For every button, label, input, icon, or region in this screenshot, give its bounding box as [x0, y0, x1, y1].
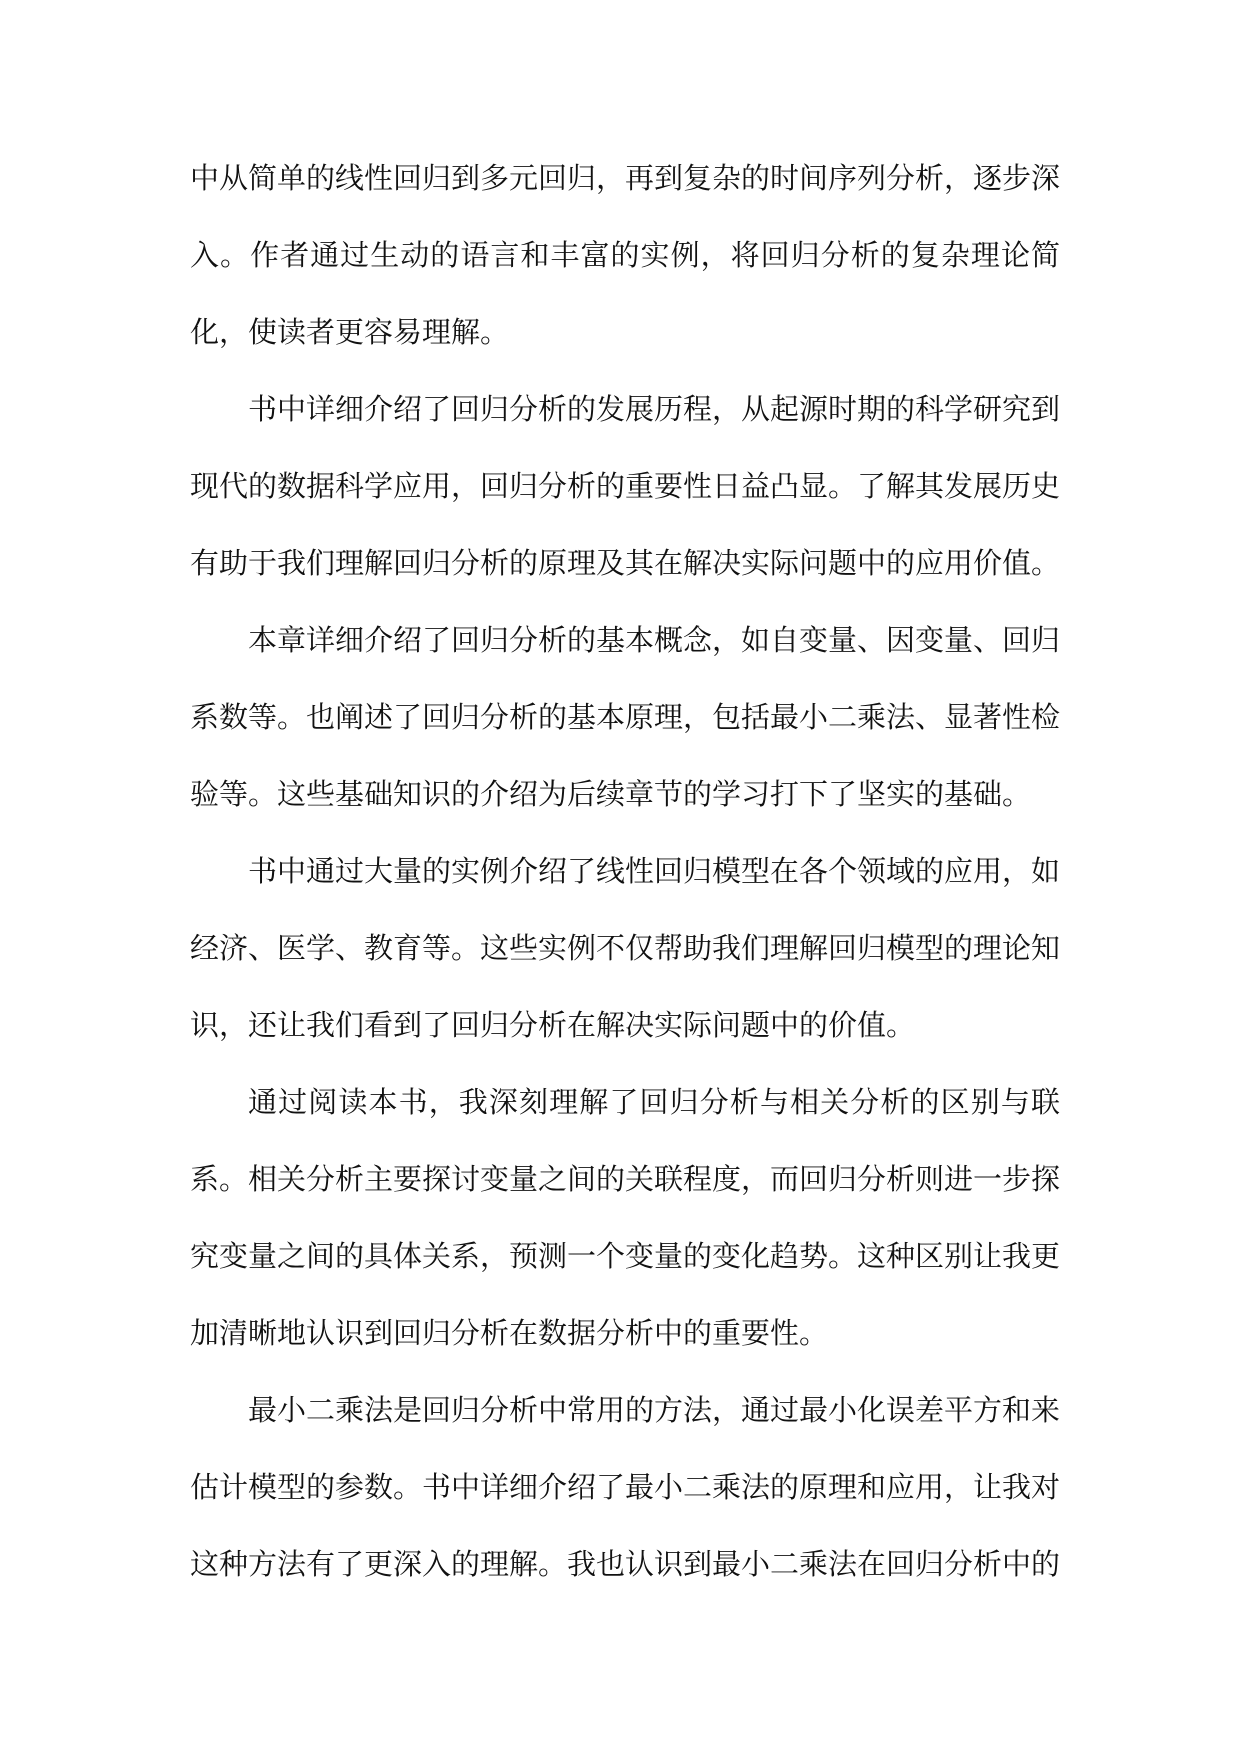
paragraph-4: 书中通过大量的实例介绍了线性回归模型在各个领域的应用，如经济、医学、教育等。这些实例不仅帮助我们理解回归模型的理论知识，还让我们看到了回归分析在解决实际问题中的价值。	[190, 854, 1061, 1042]
paragraph-6: 最小二乘法是回归分析中常用的方法，通过最小化误差平方和来估计模型的参数。书中详细介绍了最小二乘法的原理和应用，让我对这种方法有了更深入的理解。我也认识到最小二乘法在回归分析中的	[190, 1393, 1061, 1581]
document-page	[190, 140, 1060, 1603]
paragraph-2: 书中详细介绍了回归分析的发展历程，从起源时期的科学研究到现代的数据科学应用，回归分析的重要性日益凸显。了解其发展历史有助于我们理解回归分析的原理及其在解决实际问题中的应用价值。	[190, 392, 1061, 580]
paragraph-5: 通过阅读本书，我深刻理解了回归分析与相关分析的区别与联系。相关分析主要探讨变量之间的关联程度，而回归分析则进一步探究变量之间的具体关系，预测一个变量的变化趋势。这种区别让我更加清晰地认识到回归分析在数据分析中的重要性。	[190, 1085, 1061, 1350]
paragraph-1: 中从简单的线性回归到多元回归，再到复杂的时间序列分析，逐步深入。作者通过生动的语言和丰富的实例，将回归分析的复杂理论简化，使读者更容易理解。	[190, 161, 1061, 349]
paragraph-3: 本章详细介绍了回归分析的基本概念，如自变量、因变量、回归系数等。也阐述了回归分析的基本原理，包括最小二乘法、显著性检验等。这些基础知识的介绍为后续章节的学习打下了坚实的基础。	[190, 623, 1061, 811]
